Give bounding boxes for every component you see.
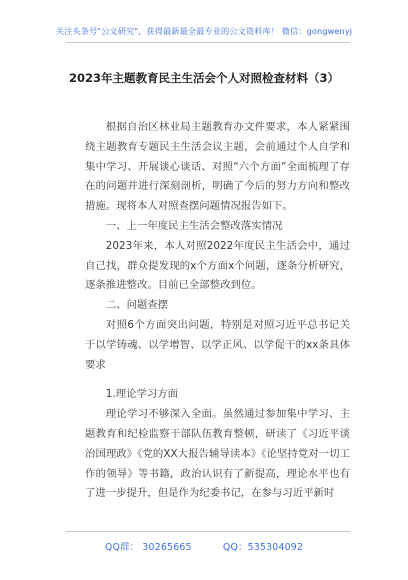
subsection-heading-1: 1.理论学习方面 — [105, 388, 179, 401]
header-note: 关注头条号"公文研究"，获得最新最全最专业的公文资料库！ 微信：gongwenyj — [55, 26, 353, 36]
footer-qq: QQ：535304092 — [222, 542, 304, 553]
section-2-paragraph: 对照6个方面突出问题，特别是对照习近平总书记关于以学铸魂、以学增智、以学正风、以学促干的xx条具体要求 — [85, 318, 350, 371]
subsection-1-paragraph: 理论学习不够深入全面。虽然通过参加集中学习、主题教育和纪检监察干部队伍教育整顿，研读了《习近平谈治国理政》《党的XX大报告辅导读本》《论坚持党对一切工作的领导》等书籍，政治认识有了新提高，理论水平也有了进一步提升，但是作为纪委书记，在参与习近平新时 — [85, 408, 350, 500]
intro-paragraph: 根据自治区林业局主题教育办文件要求，本人紧紧围绕主题教育专题民主生活会议主题，会前通过个人自学和集中学习、开展谈心谈话、对照“六个方面”全面梳理了存在的问题并进行深刻剖析，明确了今后的努力方向和整改措施。现将本人对照查摆问题情况报告如下。 — [85, 121, 350, 213]
footer-contact — [0, 539, 408, 553]
document-title: 2023年主题教育民主生活会个人对照检查材料（3） — [68, 71, 339, 85]
section-heading-1: 一、上一年度民主生活会整改落实情况 — [105, 219, 283, 232]
section-1-paragraph: 2023年来，本人对照2022年度民主生活会中，通过自己找，群众提发现的x个方面x个问题，逐条分析研究，逐条推进整改。目前已全部整改到位。 — [85, 239, 350, 292]
footer-qq-group: QQ群： 30265665 — [104, 542, 192, 553]
footer-divider — [66, 531, 350, 532]
header-divider — [66, 42, 350, 43]
document-body — [85, 118, 350, 504]
section-heading-2: 二、问题查摆 — [105, 299, 169, 312]
